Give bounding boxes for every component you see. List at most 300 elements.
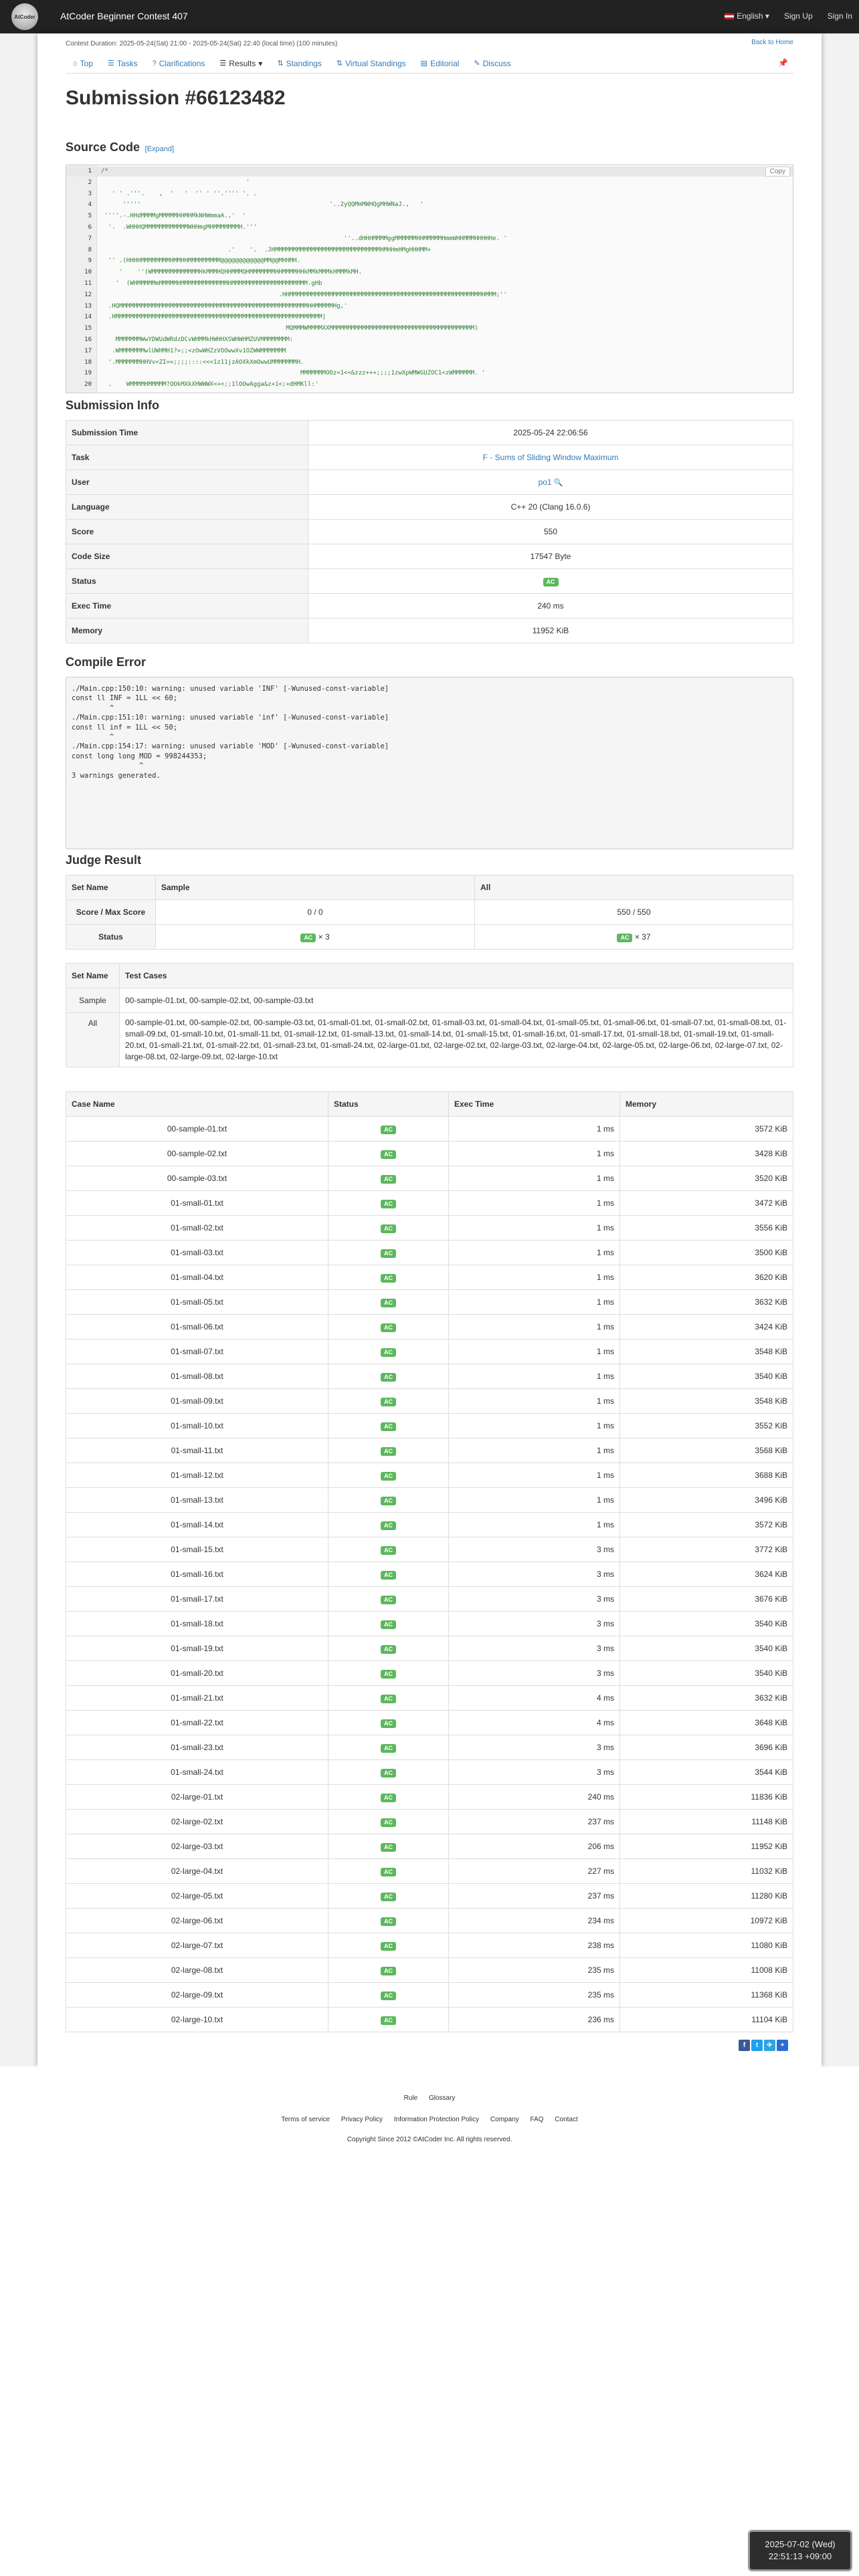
table-row — [66, 1290, 793, 1315]
case-status — [328, 1265, 449, 1290]
status-badge: AC — [381, 1546, 396, 1555]
line-number: 11 — [84, 280, 92, 287]
tab-virtual-standings[interactable] — [329, 55, 413, 72]
status-badge: AC — [543, 578, 559, 586]
case-name: 02-large-07.txt — [66, 1933, 328, 1958]
case-memory: 3572 KiB — [620, 1117, 793, 1142]
code-text: .HMMMMMMMMMMMMMMMMMMMMMMMMMMMMMMMMMMMMMMMMMMMMMMMMMMMMMMMMM| — [101, 314, 326, 321]
case-status — [328, 1933, 449, 1958]
case-name: 01-small-17.txt — [66, 1587, 328, 1612]
info-value — [308, 619, 793, 643]
submission-info-table — [66, 420, 793, 643]
list-icon: ☰ — [108, 60, 114, 68]
info-row — [66, 544, 793, 569]
status-badge: AC — [381, 1150, 396, 1159]
case-name: 01-small-18.txt — [66, 1612, 328, 1636]
terms-link[interactable]: Terms of service — [281, 2116, 330, 2123]
case-status — [328, 1142, 449, 1166]
info-value — [308, 594, 793, 619]
code-line — [66, 211, 793, 221]
status-badge: AC — [381, 1224, 396, 1233]
faq-link[interactable]: FAQ — [530, 2116, 544, 2123]
table-row — [66, 1983, 793, 2008]
code-line — [66, 245, 793, 255]
table-row — [66, 1785, 793, 1810]
case-exec-time: 1 ms — [449, 1117, 620, 1142]
case-status — [328, 1339, 449, 1364]
table-row — [66, 1414, 793, 1438]
line-number: 6 — [88, 224, 92, 231]
status-badge: AC — [381, 1447, 396, 1456]
code-line — [66, 346, 793, 356]
case-status — [328, 1191, 449, 1216]
case-memory: 11080 KiB — [620, 1933, 793, 1958]
score-label: Score / Max Score — [66, 900, 156, 925]
table-row — [66, 1562, 793, 1587]
table-row — [66, 1142, 793, 1166]
set-cases: 00-sample-01.txt, 00-sample-02.txt, 00-sample-03.txt — [120, 988, 793, 1013]
case-memory: 3556 KiB — [620, 1216, 793, 1241]
case-memory: 3552 KiB — [620, 1414, 793, 1438]
info-label: Score — [66, 520, 308, 544]
set-cases: 00-sample-01.txt, 00-sample-02.txt, 00-sample-03.txt, 01-small-01.txt, 01-small-02.txt, 01-small-03.txt, 01-small-04.txt, 01-small-05.txt, 01-small-06.txt, 01-small-07.txt, 01-small-08.txt, 01-small-09.txt, 01-small-10.txt, 01-small-11.txt, 01-small-12.txt, 01-small-13.txt, 01-small-14.txt, 01-small-15.txt, 01-small-16.txt, 01-small-17.txt, 01-small-18.txt, 01-small-19.txt, 01-small-20.txt, 01-small-21.txt, 01-small-22.txt, 01-small-23.txt, 01-small-24.txt, 02-large-01.txt, 02-large-02.txt, 02-large-03.txt, 02-large-04.txt, 02-large-05.txt, 02-large-06.txt, 02-large-07.txt, 02-large-08.txt, 02-large-09.txt, 02-large-10.txt — [120, 1013, 793, 1067]
case-status — [328, 1958, 449, 1983]
table-row — [66, 1933, 793, 1958]
source-code-box — [66, 165, 793, 393]
info-row — [66, 445, 793, 470]
case-name: 01-small-08.txt — [66, 1364, 328, 1389]
list-icon: ☰ — [219, 60, 227, 68]
case-exec-time: 3 ms — [449, 1636, 620, 1661]
table-row — [66, 1612, 793, 1636]
header-memory: Memory — [620, 1092, 793, 1117]
tab-label: Tasks — [116, 58, 138, 68]
judge-result-heading: Judge Result — [66, 853, 142, 867]
line-number: 8 — [88, 246, 92, 253]
case-exec-time: 234 ms — [449, 1909, 620, 1933]
compile-error-text: ./Main.cpp:150:10: warning: unused variable 'INF' [-Wunused-const-variable] const ll INF = 1LL << 60; ^ ./Main.cpp:151:10: warning: unused variable 'inf' [-Wunused-const-variable] const ll inf = 1LL << 50; ^ ./Main.cpp:154:17: warning: unused variable 'MOD' [-Wunused-const-variable] const long long MOD = 998244353; ^ 3 warnings generated. — [72, 685, 389, 780]
case-memory: 3472 KiB — [620, 1191, 793, 1216]
share-plus-icon[interactable]: + — [777, 2040, 788, 2051]
code-line — [66, 267, 793, 278]
glossary-link[interactable]: Glossary — [428, 2095, 456, 2102]
info-label: Task — [66, 445, 308, 470]
case-exec-time: 1 ms — [449, 1463, 620, 1488]
case-exec-time: 1 ms — [449, 1265, 620, 1290]
case-memory: 3632 KiB — [620, 1290, 793, 1315]
status-badge: AC — [381, 1398, 396, 1406]
case-name: 01-small-22.txt — [66, 1711, 328, 1735]
case-exec-time: 1 ms — [449, 1414, 620, 1438]
case-name: 01-small-14.txt — [66, 1513, 328, 1537]
line-number: 3 — [88, 190, 92, 197]
code-text: .HQMMMMMMMMMMMMMMMMMMMMMMMMMMMMMMMMMMMMMMMMMMMMMMMMMMMMHHMMMMMHg,' — [101, 302, 348, 310]
case-exec-time: 238 ms — [449, 1933, 620, 1958]
case-name: 01-small-05.txt — [66, 1290, 328, 1315]
info-link[interactable]: F - Sums of Sliding Window Maximum — [482, 453, 619, 462]
case-memory: 11032 KiB — [620, 1859, 793, 1884]
case-name: 01-small-23.txt — [66, 1735, 328, 1760]
case-status — [328, 1414, 449, 1438]
case-memory: 3540 KiB — [620, 1612, 793, 1636]
status-badge: AC — [381, 1521, 396, 1530]
table-row — [66, 1191, 793, 1216]
atcoder-logo[interactable] — [8, 2, 41, 31]
case-status — [328, 1241, 449, 1265]
case-status — [328, 1216, 449, 1241]
case-memory: 3696 KiB — [620, 1735, 793, 1760]
info-row — [66, 495, 793, 520]
compile-error-heading: Compile Error — [66, 655, 147, 669]
facebook-icon[interactable]: f — [739, 2040, 750, 2051]
case-status — [328, 1488, 449, 1513]
case-status — [328, 1760, 449, 1785]
case-status — [328, 1166, 449, 1191]
status-badge: AC — [381, 1917, 396, 1926]
search-icon[interactable]: 🔍 — [551, 479, 563, 487]
case-memory: 11104 KiB — [620, 2008, 793, 2032]
case-exec-time: 3 ms — [449, 1735, 620, 1760]
status-label: Status — [66, 925, 156, 950]
status-badge: AC — [381, 1695, 396, 1703]
all-score: 550 / 550 — [475, 900, 793, 925]
case-exec-time: 3 ms — [449, 1562, 620, 1587]
tab-results[interactable] — [212, 55, 270, 72]
line-number: 18 — [84, 358, 92, 366]
header-exec-time: Exec Time — [449, 1092, 620, 1117]
case-exec-time: 1 ms — [449, 1389, 620, 1414]
tab-label: Clarifications — [159, 58, 205, 68]
contest-duration: Contest Duration: 2025-05-24(Sat) 21:00 - 2025-05-24(Sat) 22:40 (local time) (100 minutes) — [66, 40, 338, 47]
info-label: Memory — [66, 619, 308, 643]
back-to-home-link[interactable]: Back to Home — [751, 39, 793, 46]
info-value — [308, 520, 793, 544]
case-memory: 3620 KiB — [620, 1265, 793, 1290]
code-text: . WMMMMHMMMMM?OOkMXkXHWWWX<+<;;1lOOwAgga&z+1<;+dHMKll:' — [101, 381, 319, 389]
case-status — [328, 1859, 449, 1884]
header-all: All — [475, 875, 793, 900]
table-row — [66, 1488, 793, 1513]
status-badge: AC — [381, 1373, 396, 1382]
table-row — [66, 1661, 793, 1686]
line-number: 16 — [84, 336, 92, 343]
code-line — [66, 256, 793, 266]
privacy-link[interactable]: Privacy Policy — [341, 2116, 383, 2123]
case-exec-time: 237 ms — [449, 1810, 620, 1834]
case-exec-time: 1 ms — [449, 1438, 620, 1463]
status-badge: AC — [381, 1719, 396, 1728]
case-name: 01-small-20.txt — [66, 1661, 328, 1686]
status-badge: AC — [381, 1175, 396, 1184]
case-status — [328, 1711, 449, 1735]
info-row — [66, 470, 793, 495]
table-row — [66, 1810, 793, 1834]
case-status — [328, 1513, 449, 1537]
case-status — [328, 1117, 449, 1142]
case-exec-time: 206 ms — [449, 1834, 620, 1859]
case-name: 02-large-10.txt — [66, 2008, 328, 2032]
tab-tasks[interactable] — [100, 55, 145, 72]
case-name: 01-small-06.txt — [66, 1315, 328, 1339]
line-number: 2 — [88, 179, 92, 186]
case-name: 01-small-24.txt — [66, 1760, 328, 1785]
line-number: 14 — [84, 314, 92, 321]
header-status: Status — [328, 1092, 449, 1117]
case-memory: 3496 KiB — [620, 1488, 793, 1513]
info-label: Submission Time — [66, 421, 308, 445]
info-label: Code Size — [66, 544, 308, 569]
case-name: 01-small-21.txt — [66, 1686, 328, 1711]
table-row — [66, 1389, 793, 1414]
table-row — [66, 1711, 793, 1735]
table-row — [66, 1636, 793, 1661]
case-memory: 3676 KiB — [620, 1587, 793, 1612]
case-memory: 3632 KiB — [620, 1686, 793, 1711]
info-text: 550 — [543, 527, 558, 536]
table-row — [66, 1834, 793, 1859]
line-number: 4 — [88, 201, 92, 209]
contest-title-link[interactable]: AtCoder Beginner Contest 407 — [60, 11, 188, 21]
tab-clarifications[interactable] — [145, 55, 213, 72]
code-text: MQMMMWMMMMXXMMMMMMMMMMMMMMMMMMMMMMMMMMMMMMMMMMMMMMMM) — [101, 325, 478, 332]
table-row — [66, 1117, 793, 1142]
table-row — [66, 1315, 793, 1339]
book-icon: ▤ — [420, 60, 428, 68]
info-row — [66, 619, 793, 643]
pin-icon[interactable]: 📌 — [778, 58, 788, 68]
case-memory: 3548 KiB — [620, 1389, 793, 1414]
tab-label: Standings — [286, 58, 322, 68]
table-row — [66, 1241, 793, 1265]
code-text: MMMMMMMOOz=1<<&zzz+++;;;;1zwXpWMWGUZOC1<zWMMMMMM. ' — [101, 370, 486, 377]
status-badge: AC — [381, 1967, 396, 1975]
case-status — [328, 2008, 449, 2032]
company-link[interactable]: Company — [490, 2116, 519, 2123]
status-badge: AC — [381, 1620, 396, 1629]
table-row — [66, 1513, 793, 1537]
code-line — [66, 178, 793, 188]
case-exec-time: 1 ms — [449, 1364, 620, 1389]
code-text: ''..dHHHMMMMggMMMMMMHHMMMMMHmmWHHMMMHHHHHe. ' — [101, 235, 507, 242]
sample-status — [156, 925, 475, 950]
comment-icon: ✎ — [474, 60, 480, 68]
code-line — [66, 279, 793, 289]
case-name: 02-large-05.txt — [66, 1884, 328, 1909]
contest-tabs — [66, 53, 793, 74]
code-line — [66, 324, 793, 334]
case-memory: 10972 KiB — [620, 1909, 793, 1933]
case-status — [328, 1735, 449, 1760]
case-exec-time: 1 ms — [449, 1241, 620, 1265]
code-line — [66, 368, 793, 379]
info-label: User — [66, 470, 308, 495]
case-exec-time: 227 ms — [449, 1859, 620, 1884]
sample-count: × 3 — [318, 932, 330, 942]
submission-info-heading: Submission Info — [66, 399, 160, 412]
code-text: '' .(HHHHMMMMMMMMHMMHHMMMMMMMMM@@@@@@@@@@@@MM@@MHHMH. — [101, 257, 301, 265]
test-sets-table — [66, 963, 793, 1067]
test-cases-table — [66, 1091, 793, 2032]
logo-badge: AtCoder — [11, 3, 38, 30]
main-container — [37, 33, 822, 2066]
case-memory: 11368 KiB — [620, 1983, 793, 2008]
header-test-cases: Test Cases — [120, 964, 793, 988]
case-name: 02-large-09.txt — [66, 1983, 328, 2008]
tab-standings[interactable] — [270, 55, 329, 72]
sample-score: 0 / 0 — [156, 900, 475, 925]
all-status — [475, 925, 793, 950]
status-badge: AC — [381, 1670, 396, 1679]
tab-label: Editorial — [430, 58, 460, 68]
status-badge: AC — [381, 1249, 396, 1258]
sign-up-link[interactable]: Sign Up — [783, 11, 813, 21]
status-badge: AC — [381, 1942, 396, 1951]
case-status — [328, 1983, 449, 2008]
status-badge: AC — [381, 1843, 396, 1852]
line-number: 17 — [84, 347, 92, 354]
caret-down-icon: ▾ — [258, 58, 263, 68]
tab-editorial[interactable] — [413, 55, 467, 72]
page-title: Submission #66123482 — [66, 87, 286, 109]
tab-label: Top — [80, 58, 94, 68]
case-exec-time: 3 ms — [449, 1612, 620, 1636]
twitter-icon[interactable]: t — [751, 2040, 763, 2051]
code-line — [66, 234, 793, 244]
case-status — [328, 1686, 449, 1711]
case-name: 01-small-01.txt — [66, 1191, 328, 1216]
case-name: 01-small-03.txt — [66, 1241, 328, 1265]
code-text: /* — [101, 168, 108, 175]
code-text: ' ''(WMMMMMMMMMMMMMHkMMMHQHHMMMQHMMMMMMMHHMMMMHHkMMkMMMkHMMMkMH. — [101, 269, 363, 276]
case-exec-time: 1 ms — [449, 1142, 620, 1166]
case-name: 01-small-12.txt — [66, 1463, 328, 1488]
case-exec-time: 4 ms — [449, 1711, 620, 1735]
code-text: .WMMMMMMMwlUWHMH1?=;;<zOwWHZzVOOwwXv1OZWWMMMMMMM — [101, 347, 286, 354]
clock-widget — [748, 2530, 852, 2571]
copy-button[interactable]: Copy — [765, 167, 790, 177]
line-number: 13 — [84, 302, 92, 310]
language-selector[interactable]: English ▾ — [725, 11, 769, 21]
status-badge: AC — [381, 1645, 396, 1654]
code-line — [66, 380, 793, 390]
info-protection-link[interactable]: Information Protection Policy — [393, 2116, 480, 2123]
case-memory: 11952 KiB — [620, 1834, 793, 1859]
line-number: 7 — [88, 235, 92, 242]
line-number: 5 — [88, 213, 92, 220]
tab-discuss[interactable] — [466, 55, 518, 72]
case-status — [328, 1315, 449, 1339]
header-case-name: Case Name — [66, 1092, 328, 1117]
source-code-heading: Source Code — [66, 140, 140, 154]
set-name: All — [66, 1013, 120, 1067]
case-memory: 11836 KiB — [620, 1785, 793, 1810]
status-badge: AC — [381, 1571, 396, 1580]
case-name: 01-small-09.txt — [66, 1389, 328, 1414]
case-exec-time: 1 ms — [449, 1191, 620, 1216]
case-name: 01-small-11.txt — [66, 1438, 328, 1463]
telegram-icon[interactable]: ✈ — [764, 2040, 775, 2051]
case-status — [328, 1364, 449, 1389]
clock-date: 2025-07-02 (Wed) — [765, 2539, 836, 2549]
code-line — [66, 290, 793, 300]
status-badge: AC — [381, 1596, 396, 1604]
code-text: '.MMMMMMMHHVv<ZI==;;;;::::<<<1z11jzAOXkXmOwwUMMMMMMMH. — [101, 358, 304, 366]
info-value — [308, 421, 793, 445]
code-text: .' '. .JHMMMMMMMMMMMMMMMMMMMMMMMMMMMMMHMHHmHMgHHHMM+ — [101, 246, 432, 253]
case-exec-time: 1 ms — [449, 1315, 620, 1339]
code-text: MMMMMMMWwYDWUdWRdzDCvWHMMkHWHHXSWHWHMZUVMMMMMMMM: — [101, 336, 294, 343]
case-memory: 3772 KiB — [620, 1537, 793, 1562]
status-badge: AC — [381, 1818, 396, 1827]
table-row — [66, 1735, 793, 1760]
info-row — [66, 520, 793, 544]
case-memory: 3572 KiB — [620, 1513, 793, 1537]
tab-top[interactable] — [66, 55, 100, 72]
case-name: 01-small-15.txt — [66, 1537, 328, 1562]
info-row — [66, 421, 793, 445]
case-name: 01-small-04.txt — [66, 1265, 328, 1290]
line-number: 19 — [84, 370, 92, 377]
flag-icon — [725, 13, 734, 19]
status-badge: AC — [381, 1794, 396, 1802]
line-number: 20 — [84, 381, 92, 389]
line-number: 12 — [84, 291, 92, 298]
info-link[interactable]: po1 — [538, 477, 552, 487]
footer-row-1 — [0, 2095, 859, 2102]
code-line — [66, 302, 793, 312]
header-set-name: Set Name — [66, 875, 156, 900]
case-exec-time: 240 ms — [449, 1785, 620, 1810]
case-exec-time: 3 ms — [449, 1587, 620, 1612]
case-memory: 3624 KiB — [620, 1562, 793, 1587]
case-exec-time: 3 ms — [449, 1760, 620, 1785]
case-exec-time: 1 ms — [449, 1216, 620, 1241]
status-badge: AC — [381, 1992, 396, 2000]
line-number: 9 — [88, 257, 92, 265]
case-status — [328, 1884, 449, 1909]
status-badge: AC — [381, 1299, 396, 1307]
all-count: × 37 — [634, 932, 651, 942]
code-text: ' (WHMMMMMmMMMMMHMMMMMMMMMMMMMHMMMMMMMMMMMMMMMMMMMMM.gHb — [101, 280, 322, 287]
case-memory: 3500 KiB — [620, 1241, 793, 1265]
info-row — [66, 594, 793, 619]
case-name: 01-small-07.txt — [66, 1339, 328, 1364]
status-badge: AC — [381, 1274, 396, 1283]
case-exec-time: 4 ms — [449, 1686, 620, 1711]
table-row — [66, 1958, 793, 1983]
case-status — [328, 1463, 449, 1488]
status-badge: AC — [381, 1868, 396, 1876]
case-status — [328, 1562, 449, 1587]
home-icon: ⌂ — [73, 59, 78, 68]
info-value — [308, 544, 793, 569]
case-name: 00-sample-02.txt — [66, 1142, 328, 1166]
status-badge: AC — [381, 1348, 396, 1357]
code-line — [66, 189, 793, 199]
status-badge: AC — [381, 1323, 396, 1332]
info-value — [308, 569, 793, 594]
code-text: '. .WHHHQMMMMMMMMMMMMWHHmgMHMMMMMMMH.''' — [101, 224, 257, 231]
sign-in-link[interactable]: Sign In — [827, 11, 852, 21]
table-row — [66, 1686, 793, 1711]
table-row — [66, 1216, 793, 1241]
expand-link[interactable]: [Expand] — [145, 145, 175, 153]
info-value — [308, 470, 793, 495]
share-buttons — [739, 2040, 788, 2051]
contact-link[interactable]: Contact — [555, 2116, 578, 2123]
rule-link[interactable]: Rule — [403, 2095, 418, 2102]
sort-icon: ⇅ — [277, 60, 284, 68]
